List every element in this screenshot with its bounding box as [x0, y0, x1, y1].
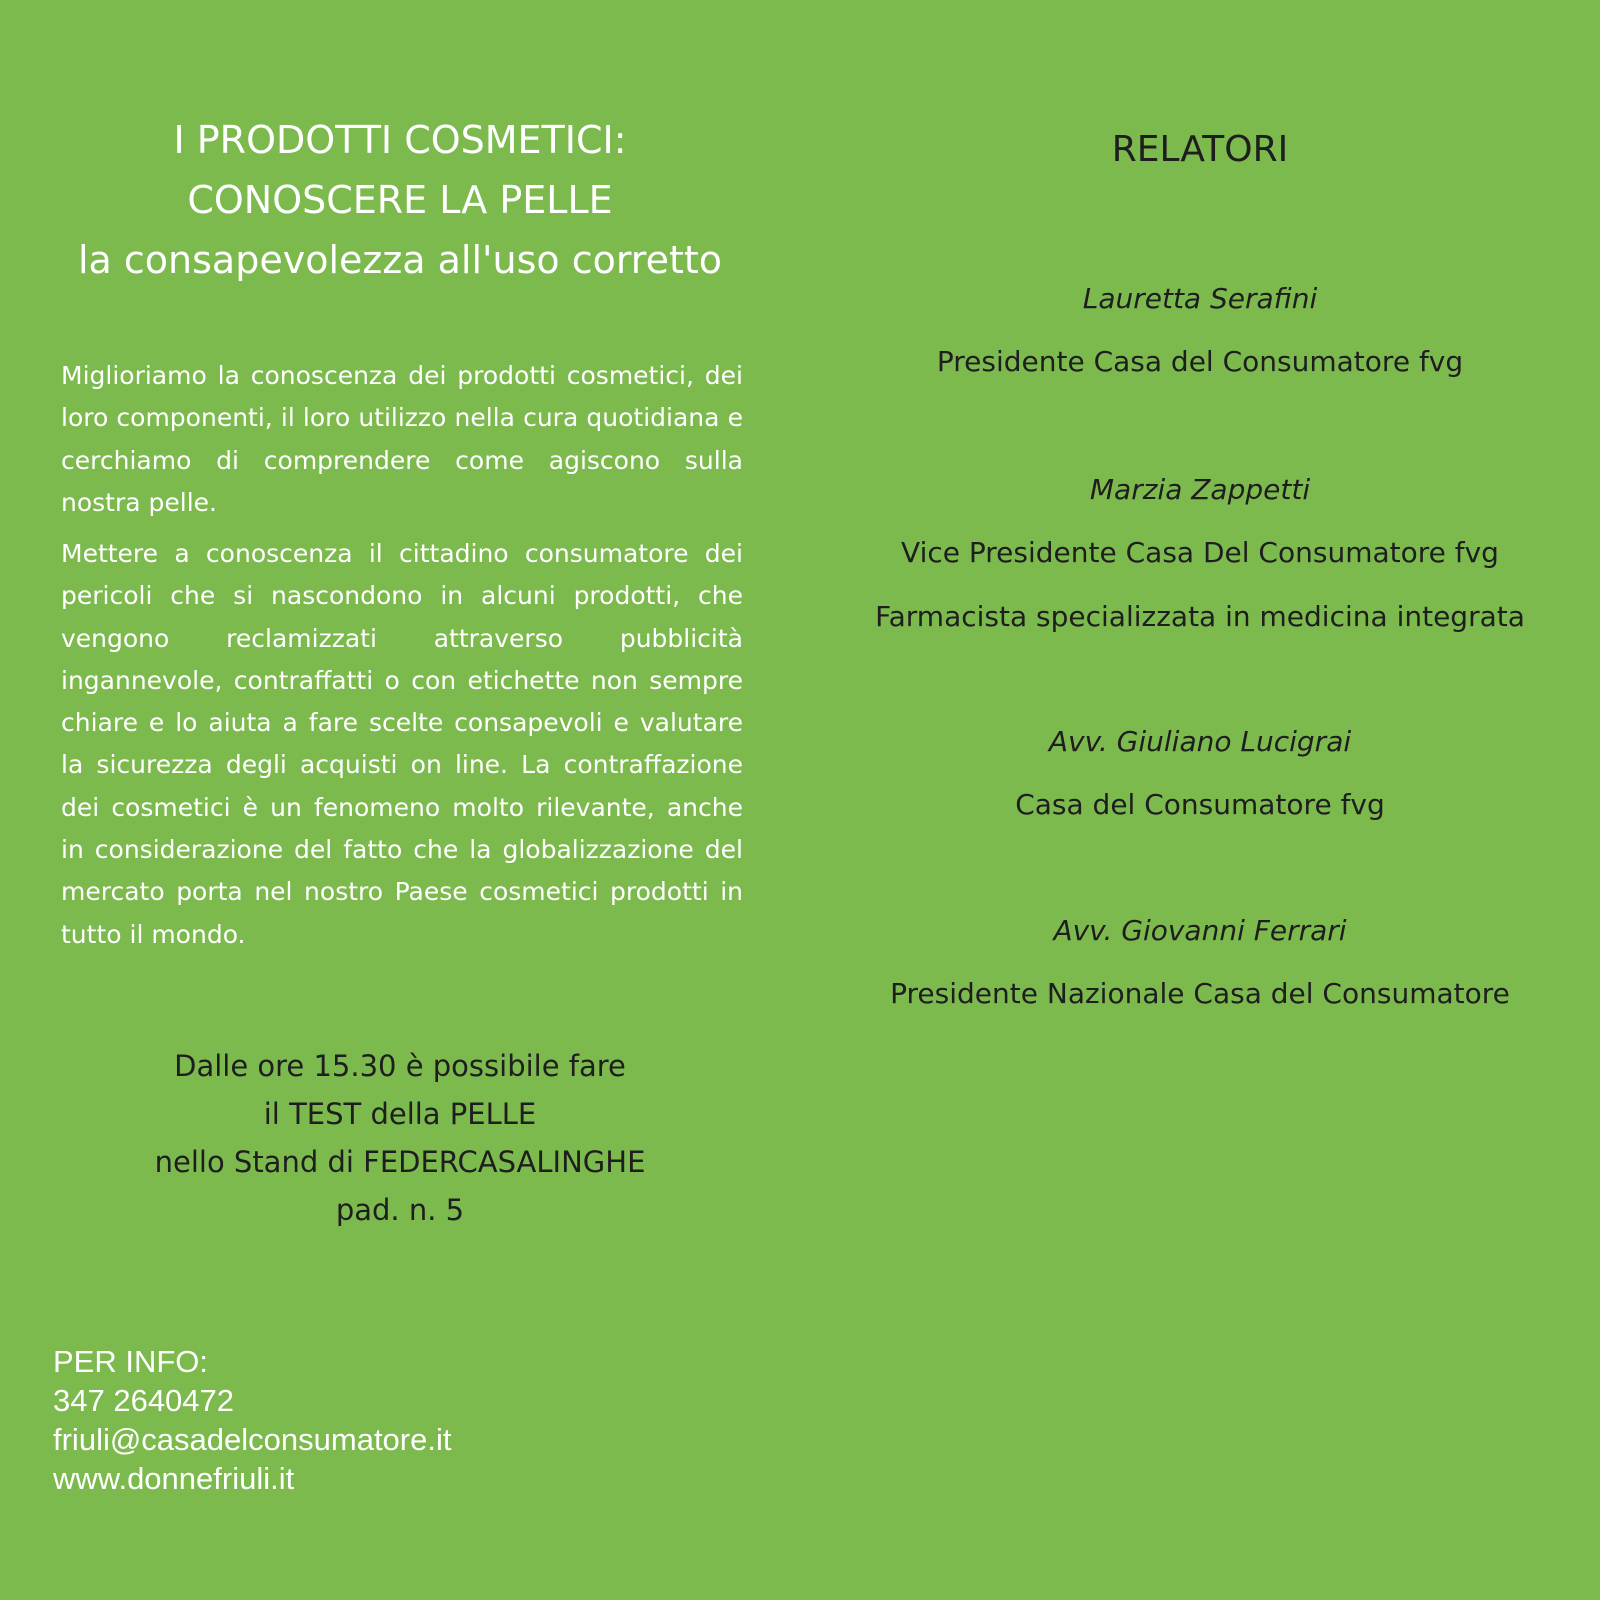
speaker-name-4: Avv. Giovanni Ferrari [1053, 914, 1347, 947]
speaker-name-2: Marzia Zappetti [1089, 473, 1311, 506]
intro-paragraph-1: Miglioriamo la conoscenza dei prodotti cosmetici, dei loro componenti, il loro utilizzo nella cura quotidiana e cerchiamo di comprendere come agiscono sulla nostra pelle. [61, 361, 743, 517]
speaker-role-2a: Vice Presidente Casa Del Consumatore fvg [901, 536, 1499, 569]
speaker-role-1: Presidente Casa del Consumatore fvg [936, 345, 1464, 378]
speaker-role-3: Casa del Consumatore fvg [1015, 788, 1385, 821]
title-line-1: I PRODOTTI COSMETICI: [173, 118, 627, 162]
skin-test-notice [40, 1042, 760, 1234]
speaker-role-4: Presidente Nazionale Casa del Consumatore [890, 977, 1510, 1010]
skin-test-line-1: Dalle ore 15.30 è possibile fare [174, 1049, 626, 1083]
skin-test-line-4: pad. n. 5 [335, 1193, 465, 1227]
speaker-role-2b: Farmacista specializzata in medicina integrata [875, 600, 1525, 633]
title-line-3: la consapevolezza all'uso corretto [77, 238, 723, 282]
speaker-name-3: Avv. Giuliano Lucigrai [1048, 725, 1352, 758]
speaker-name-1: Lauretta Serafini [1082, 282, 1318, 315]
contact-website[interactable]: www.donnefriuli.it [53, 1461, 295, 1496]
skin-test-line-3: nello Stand di FEDERCASALINGHE [154, 1145, 646, 1179]
skin-test-line-2: il TEST della PELLE [263, 1097, 537, 1131]
contact-email[interactable]: friuli@casadelconsumatore.it [53, 1422, 452, 1457]
contact-heading: PER INFO: [53, 1344, 209, 1379]
contact-info [53, 1342, 451, 1498]
event-title [40, 110, 760, 290]
speakers-heading: RELATORI [1111, 129, 1289, 170]
title-line-2: CONOSCERE LA PELLE [187, 178, 613, 222]
intro-paragraph-2: Mettere a conoscenza il cittadino consumatore dei pericoli che si nascondono in alcuni prodotti, che vengono reclamizzati attraverso pubblicità ingannevole, contraffatti o con etichette non sempre chiare e lo aiuta a fare scelte consapevoli e valutare la sicurezza degli acquisti on line. La contraffazione dei cosmetici è un fenomeno molto rilevante, anche in considerazione del fatto che la globalizzazione del mercato porta nel nostro Paese cosmetici prodotti in tutto il mondo. [61, 539, 743, 949]
contact-phone[interactable]: 347 2640472 [53, 1383, 235, 1418]
